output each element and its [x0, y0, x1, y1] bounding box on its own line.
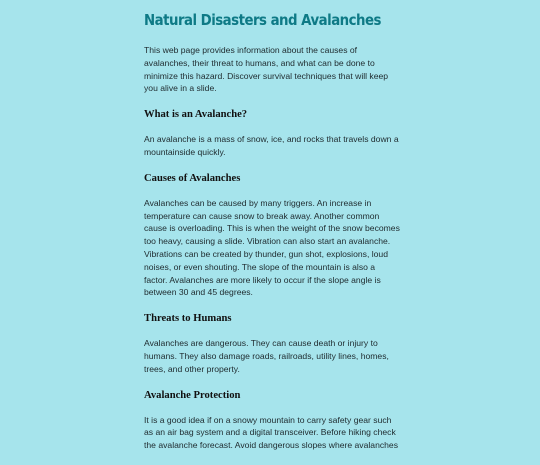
section-body: An avalanche is a mass of snow, ice, and rocks that travels down a mountainside quickly. [144, 134, 399, 157]
section-body: Avalanches can be caused by many triggers. An increase in temperature can cause snow to break away. Another common cause is overloading. This is when the weight of the snow becomes too heavy, causing a slide. Vibration can also start an avalanche. Vibrations can be created by thunder, gun shot, explosions, loud noises, or even shouting. The slope of the mountain is also a factor. Avalanches are more likely to occur if the slope angle is between 30 and 45 degrees. [144, 197, 400, 298]
section-heading: Avalanche Protection [144, 389, 241, 401]
section-what-is-avalanche [144, 108, 400, 159]
page-title: Natural Disasters and Avalanches [144, 11, 381, 29]
section-heading: Threats to Humans [144, 313, 232, 325]
intro-paragraph: This web page provides information about the causes of avalanches, their threat to humans, and what can be done to minimize this hazard. Discover survival techniques that will keep you alive in a slide. [144, 45, 389, 94]
section-heading: Causes of Avalanches [144, 172, 241, 184]
section-body: It is a good idea if on a snowy mountain to carry safety gear such as an air bag system and a digital transceiver. Before hiking check the avalanche forecast. Avoid dangerous slopes where avalanches [144, 414, 399, 451]
section-body: Avalanches are dangerous. They can cause death or injury to humans. They also damage roads, railroads, utility lines, homes, trees, and other property. [144, 338, 389, 374]
section-causes [144, 172, 400, 299]
section-heading: What is an Avalanche? [144, 109, 248, 121]
section-protection [144, 389, 400, 452]
section-threats [144, 312, 400, 375]
main-content [144, 10, 400, 465]
